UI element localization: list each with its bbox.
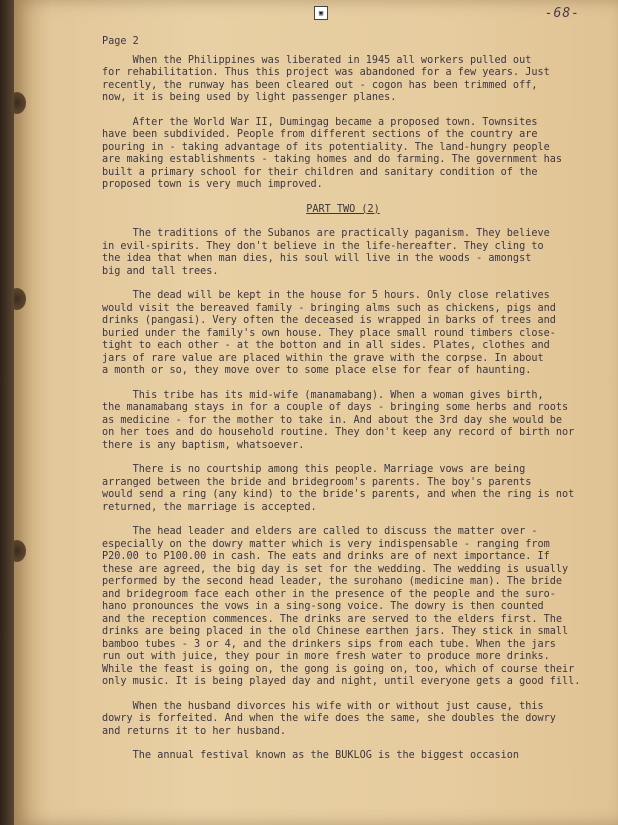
paragraph-2: After the World War II, Dumingag became a proposed town. Townsites have been subdivided. People from different sections of the country are pouring in - taking advantage of its potentiality. The land-hungry people are making establishments - taking homes and do farming. The government has built a primary school for their children and sanitary condition of the proposed town is very much improved. bbox=[102, 116, 563, 190]
paragraph-5: This tribe has its mid-wife (manamabang). When a woman gives birth, the manamabang stays in for a couple of days - bringing some herbs and roots as medicine - for the mother to take in. And about the 3rd day she would be on her toes and do household routine. They don't keep any record of birth nor there is any baptism, whatsoever. bbox=[102, 389, 575, 451]
paragraph-8: When the husband divorces his wife with or without just cause, this dowry is forfeited. And when the wife does the same, she doubles the dowry and returns it to her husband. bbox=[102, 700, 556, 737]
paragraph-1: When the Philippines was liberated in 1945 all workers pulled out for rehabilitation. Thus this project was abandoned for a few years. Just recently, the runway has been cleared out - cogon has been trimmed off, now, it is being used by light passenger planes. bbox=[102, 54, 550, 103]
page-header: Page 2 bbox=[102, 36, 139, 47]
section-heading: PART TWO (2) bbox=[306, 203, 380, 215]
binding-spine bbox=[0, 0, 14, 825]
paragraph-7: The head leader and elders are called to discuss the matter over - especially on the dowry matter which is very indispensable - ranging from P20.00 to P100.00 in cash. The eats and drinks are of next importance. If these are agreed, the big day is set for the wedding. The wedding is usually performed by the second head leader, the surohano (medicine man). The bride and bridegroom face each other in the presence of the people and the suro- hano pronounces the vows in a sing-song voice. The dowry is then counted and the reception commences. The drinks are served to the elders first. The drinks are being placed in the old Chinese earthen jars. They stick in small bamboo tubes - 3 or 4, and the drinkers sips from each tube. When the jars run out with juice, they pour in more fresh water to produce more drinks. While the feast is going on, the gong is going on, too, which of course their only music. It is being played day and night, until everyone gets a good fill. bbox=[102, 526, 581, 687]
document-page bbox=[14, 0, 618, 825]
page-number: -68- bbox=[544, 6, 580, 21]
binding-hole bbox=[14, 540, 26, 562]
paragraph-3: The traditions of the Subanos are practically paganism. They believe in evil-spirits. They don't believe in the life-hereafter. They cling to the idea that when man dies, his soul will live in the woods - amongst big and tall trees. bbox=[102, 228, 550, 277]
binding-hole bbox=[14, 92, 26, 114]
paragraph-9: The annual festival known as the BUKLOG is the biggest occasion bbox=[102, 750, 520, 761]
paragraph-6: There is no courtship among this people. Marriage vows are being arranged between the bride and bridegroom's parents. The boy's parents would send a ring (any kind) to the bride's parents, and when the ring is not returned, the marriage is accepted. bbox=[102, 464, 575, 513]
binding-hole bbox=[14, 288, 26, 310]
stamp-icon: ▣ bbox=[314, 6, 328, 20]
document-body bbox=[102, 36, 584, 775]
paragraph-4: The dead will be kept in the house for 5 hours. Only close relatives would visit the bereaved family - bringing alms such as chickens, pigs and drinks (pangasi). Very often the deceased is wrapped in barks of trees and buried under the family's own house. They place small round timbers close- tight to each other - at the botton and in all sides. Plates, clothes and jars of rare value are placed within the grave with the corpse. In about a month or so, they move over to some place else for fear of haunting. bbox=[102, 290, 556, 376]
